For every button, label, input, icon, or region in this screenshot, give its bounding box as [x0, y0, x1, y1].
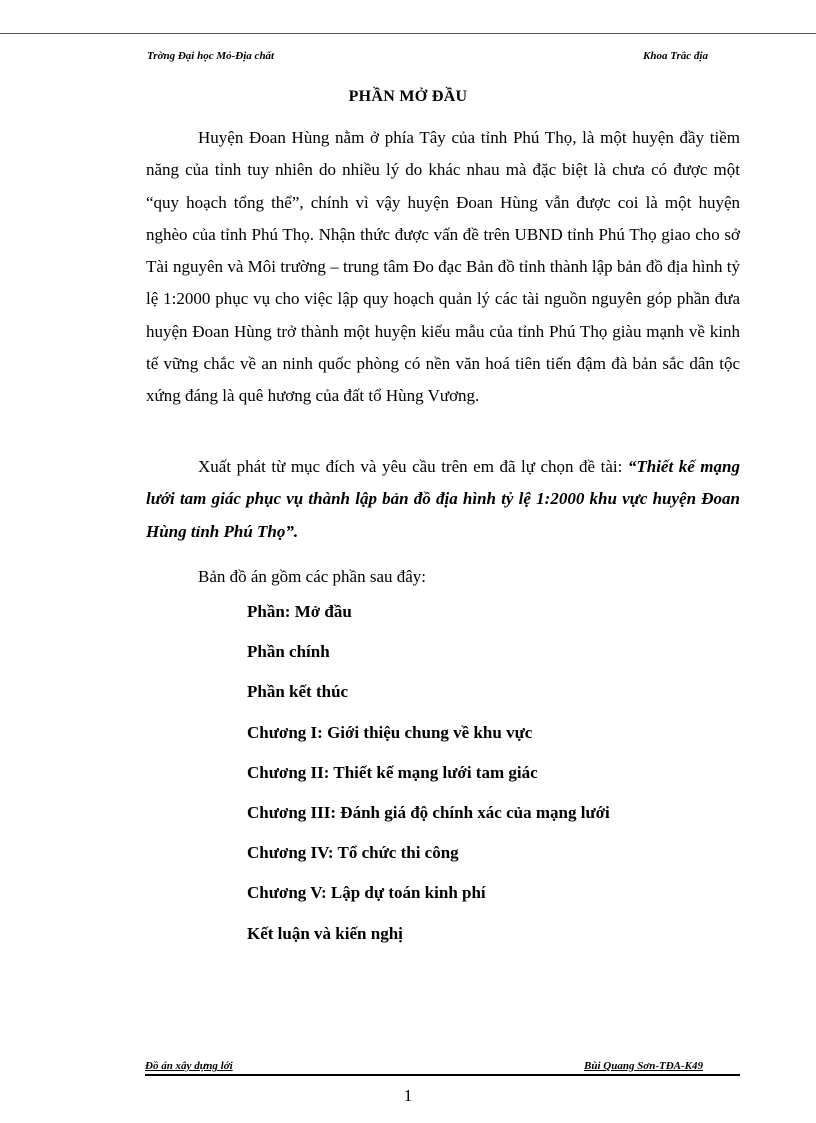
toc-item: Chương III: Đánh giá độ chính xác của mạng lưới — [247, 802, 610, 822]
header-faculty: Khoa Trắc địa — [643, 50, 708, 62]
toc-item: Phần kết thúc — [247, 682, 349, 702]
toc-item: Kết luận và kiến nghị — [247, 923, 403, 943]
toc-item: Chương IV: Tổ chức thi công — [247, 843, 459, 863]
toc-item: Chương V: Lập dự toán kinh phí — [247, 883, 486, 903]
outline-intro: Bản đồ án gồm các phần sau đây: — [198, 567, 427, 586]
page-number: 1 — [403, 1086, 413, 1105]
topic-paragraph — [146, 451, 740, 548]
footer-author: Bùi Quang Sơn-TĐA-K49 — [584, 1060, 703, 1072]
topic-title: “Thiết kế mạng lưới tam giác phục vụ thành lập bản đồ địa hình tỷ lệ 1:2000 khu vực huyện Đoan Hùng tỉnh Phú Thọ”. — [146, 457, 740, 541]
page-title: PHẦN MỞ ĐẦU — [348, 88, 468, 105]
toc-item: Phần chính — [247, 642, 330, 662]
footer-project: Đồ án xây dựng lới — [145, 1060, 233, 1072]
toc-item: Chương I: Giới thiệu chung về khu vực — [247, 722, 533, 742]
table-of-contents — [247, 596, 610, 958]
toc-item: Chương II: Thiết kế mạng lưới tam giác — [247, 762, 538, 782]
top-rule — [0, 33, 816, 34]
header-university: Trờng Đại học Mỏ-Địa chất — [147, 50, 275, 62]
footer-rule — [145, 1074, 740, 1076]
toc-item: Phần: Mở đầu — [247, 602, 352, 621]
intro-paragraph: Huyện Đoan Hùng nằm ở phía Tây của tỉnh Phú Thọ, là một huyện đầy tiềm năng của tỉnh tuy nhiên do nhiều lý do khác nhau mà đặc biệt là chưa có được một “quy hoạch tổng thể”, chính vì vậy huyện Đoan Hùng vẫn được coi là một huyện nghèo của tỉnh Phú Thọ. Nhận thức được vấn đề trên UBND tỉnh Phú Thọ giao cho sở Tài nguyên và Môi trường – trung tâm Đo đạc Bản đồ tỉnh thành lập bản đồ địa hình tỷ lệ 1:2000 phục vụ cho việc lập quy hoạch quản lý các tài nguồn nguyên góp phần đưa huyện Đoan Hùng trở thành một huyện kiểu mẫu của tỉnh Phú Thọ giàu mạnh về kinh tế vững chắc về an ninh quốc phòng có nền văn hoá tiên tiến đậm đà bản sắc dân tộc xứng đáng là quê hương của đất tổ Hùng Vương. — [146, 128, 740, 406]
topic-lead-text: Xuất phát từ mục đích và yêu cầu trên em đã lự chọn đề tài: — [198, 457, 628, 476]
